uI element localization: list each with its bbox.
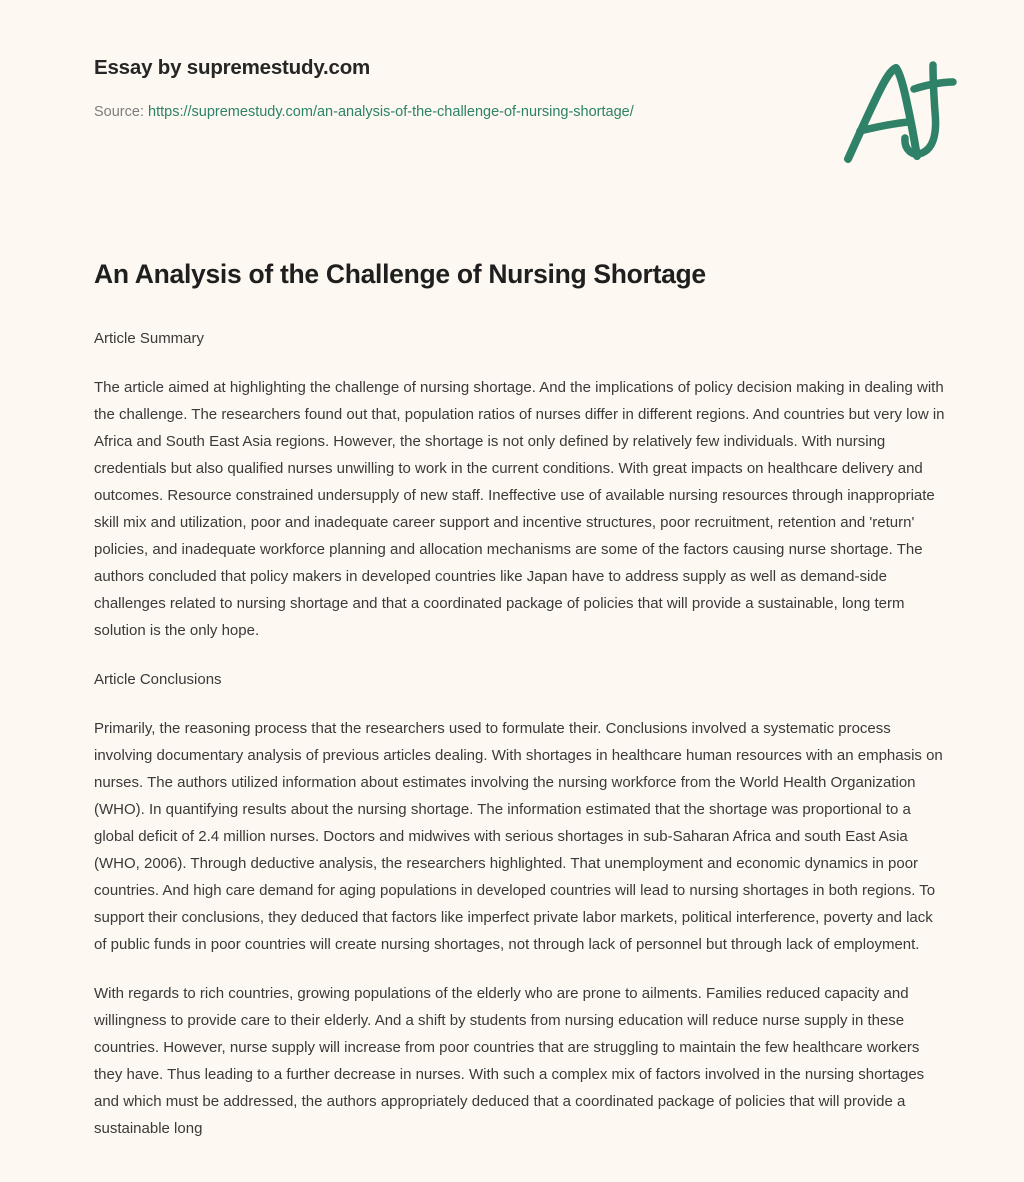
a-plus-logo-icon xyxy=(834,52,966,170)
source-line xyxy=(94,103,944,122)
paragraph: The article aimed at highlighting the challenge of nursing shortage. And the implications of policy decision making in dealing with the challenge. The researchers found out that, population ratios of nurses differ in different regions. And countries but very low in Africa and South East Asia regions. However, the shortage is not only defined by relatively few individuals. With nursing credentials but also qualified nurses unwilling to work in the current conditions. With great impacts on healthcare delivery and outcomes. Resource constrained undersupply of new staff. Ineffective use of available nursing resources through inappropriate skill mix and utilization, poor and inadequate career support and incentive structures, poor recruitment, retention and 'return' policies, and inadequate workforce planning and allocation mechanisms are some of the factors causing nurse shortage. The authors concluded that policy makers in developed countries like Japan have to address supply as well as demand-side challenges related to nursing shortage and that a coordinated package of policies that will provide a sustainable, long term solution is the only hope. xyxy=(94,379,945,640)
page-title: An Analysis of the Challenge of Nursing Shortage xyxy=(94,259,706,289)
article-body xyxy=(0,258,1024,1182)
page-header xyxy=(0,0,1024,190)
section-label-summary: Article Summary xyxy=(94,330,205,348)
paragraph: With regards to rich countries, growing populations of the elderly who are prone to ailments. Families reduced capacity and willingness to provide care to their elderly. And a shift by students from nursing education will reduce nurse supply in these countries. However, nurse supply will increase from poor countries that are struggling to maintain the few healthcare workers they have. Thus leading to a further decrease in nurses. With such a complex mix of factors involved in the nursing shortages and which must be addressed, the authors appropriately deduced that a coordinated package of policies that will provide a sustainable long xyxy=(94,985,925,1138)
paragraph: Primarily, the reasoning process that the researchers used to formulate their. Conclusions involved a systematic process involving documentary analysis of previous articles dealing. With shortages in healthcare human resources with an emphasis on nurses. The authors utilized information about estimates involving the nursing workforce from the World Health Organization (WHO). In quantifying results about the nursing shortage. The information estimated that the shortage was proportional to a global deficit of 2.4 million nurses. Doctors and midwives with serious shortages in sub-Saharan Africa and south East Asia (WHO, 2006). Through deductive analysis, the researchers highlighted. That unemployment and economic dynamics in poor countries. And high care demand for aging populations in developed countries will lead to nursing shortages in both regions. To support their conclusions, they deduced that factors like imperfect private labor markets, political interference, poverty and lack of public funds in poor countries will create nursing shortages, not through lack of personnel but through lack of employment. xyxy=(94,720,943,954)
source-label: Source: xyxy=(94,103,144,120)
section-label-conclusions: Article Conclusions xyxy=(94,671,222,689)
brand-byline: Essay by supremestudy.com xyxy=(94,56,371,79)
source-url-link[interactable]: https://supremestudy.com/an-analysis-of-the-challenge-of-nursing-shortage/ xyxy=(148,103,634,120)
